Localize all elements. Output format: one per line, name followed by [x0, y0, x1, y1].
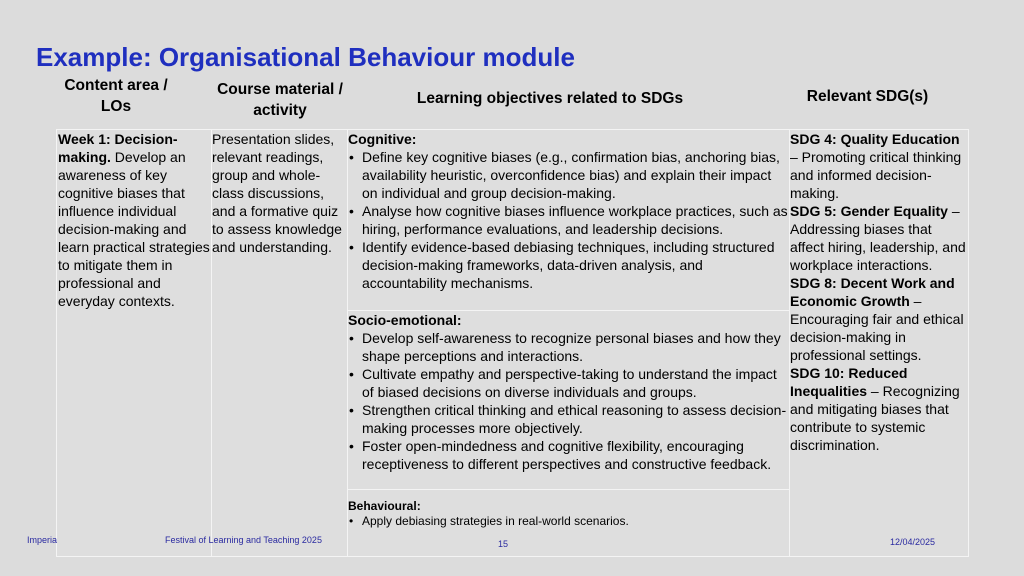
list-item: • Identify evidence-based debiasing techniques, including structured decision-making frameworks, data-driven analysis, and accountability mechanisms.: [348, 238, 788, 292]
behavioural-list: [348, 514, 788, 529]
behavioural-heading: Behavioural:: [348, 499, 421, 513]
sdg-cell: [790, 130, 968, 454]
sdg-desc: – Promoting critical thinking and informed decision-making.: [790, 149, 962, 201]
sdg-name: SDG 5: Gender Equality: [790, 203, 948, 219]
sdg-name: SDG 10: Reduced Inequalities: [790, 365, 908, 399]
course-material-cell: Presentation slides, relevant readings, group and whole-class discussions, and a formative quiz to assess knowledge and understanding.: [212, 131, 342, 255]
sdg-desc: – Addressing biases that affect hiring, leadership, and workplace interactions.: [790, 203, 966, 273]
header-relevant-sdgs: Relevant SDG(s): [806, 88, 929, 105]
list-item: • Strengthen critical thinking and ethical reasoning to assess decision-making processes more objectively.: [348, 401, 788, 437]
socio-emotional-heading: Socio-emotional:: [348, 312, 462, 328]
content-area-text: Develop an awareness of key cognitive biases that influence individual decision-making and learn practical strategies to mitigate them in professional and everyday contexts.: [58, 149, 210, 309]
header-course-line1: Course material /: [217, 81, 343, 98]
footer-page-number: 15: [498, 539, 509, 549]
footer-event: Festival of Learning and Teaching 2025: [165, 535, 322, 545]
cognitive-list: [348, 148, 788, 292]
list-item: • Develop self-awareness to recognize personal biases and how they shape perceptions and interactions.: [348, 329, 788, 365]
header-learning-objectives: Learning objectives related to SDGs: [416, 90, 684, 107]
socio-emotional-objectives: [348, 311, 788, 473]
sdg-entry: [790, 130, 968, 202]
behavioural-objectives: [348, 499, 788, 529]
cognitive-heading: Cognitive:: [348, 131, 417, 147]
slide-title: Example: Organisational Behaviour module: [36, 42, 575, 72]
header-content-line1: Content area /: [64, 77, 168, 94]
header-content-line2: LOs: [100, 98, 132, 115]
header-course-line2: activity: [253, 102, 307, 119]
footer-date: 12/04/2025: [890, 537, 936, 547]
header-course-material: [205, 79, 355, 121]
list-item: • Cultivate empathy and perspective-taking to understand the impact of biased decisions on diverse individuals and groups.: [348, 365, 788, 401]
sdg-desc: – Encouraging fair and ethical decision-making in professional settings.: [790, 293, 964, 363]
sdg-desc: – Recognizing and mitigating biases that contribute to systemic discrimination.: [790, 383, 960, 453]
list-item: • Analyse how cognitive biases influence workplace practices, such as hiring, performance evaluations, and leadership decisions.: [348, 202, 788, 238]
sdg-name: SDG 4: Quality Education: [790, 131, 960, 147]
sdg-entry: [790, 202, 968, 274]
sdg-entry: [790, 364, 968, 454]
sdg-entry: [790, 274, 968, 364]
list-item: • Foster open-mindedness and cognitive flexibility, encouraging receptiveness to different perspectives and constructive feedback.: [348, 437, 788, 473]
list-item: • Apply debiasing strategies in real-world scenarios.: [348, 514, 788, 529]
socio-emotional-list: [348, 329, 788, 473]
list-item: • Define key cognitive biases (e.g., confirmation bias, anchoring bias, availability heuristic, overconfidence bias) and explain their impact on individual and group decision-making.: [348, 148, 788, 202]
header-content-area: [56, 75, 176, 117]
cognitive-objectives: [348, 130, 788, 292]
content-area-week: Week 1: Decision-making.: [58, 131, 178, 165]
table-divider: [347, 489, 789, 490]
sdg-name: SDG 8: Decent Work and Economic Growth: [790, 275, 955, 309]
footer-institution: Imperia: [27, 535, 58, 545]
content-area-cell: [58, 130, 211, 310]
